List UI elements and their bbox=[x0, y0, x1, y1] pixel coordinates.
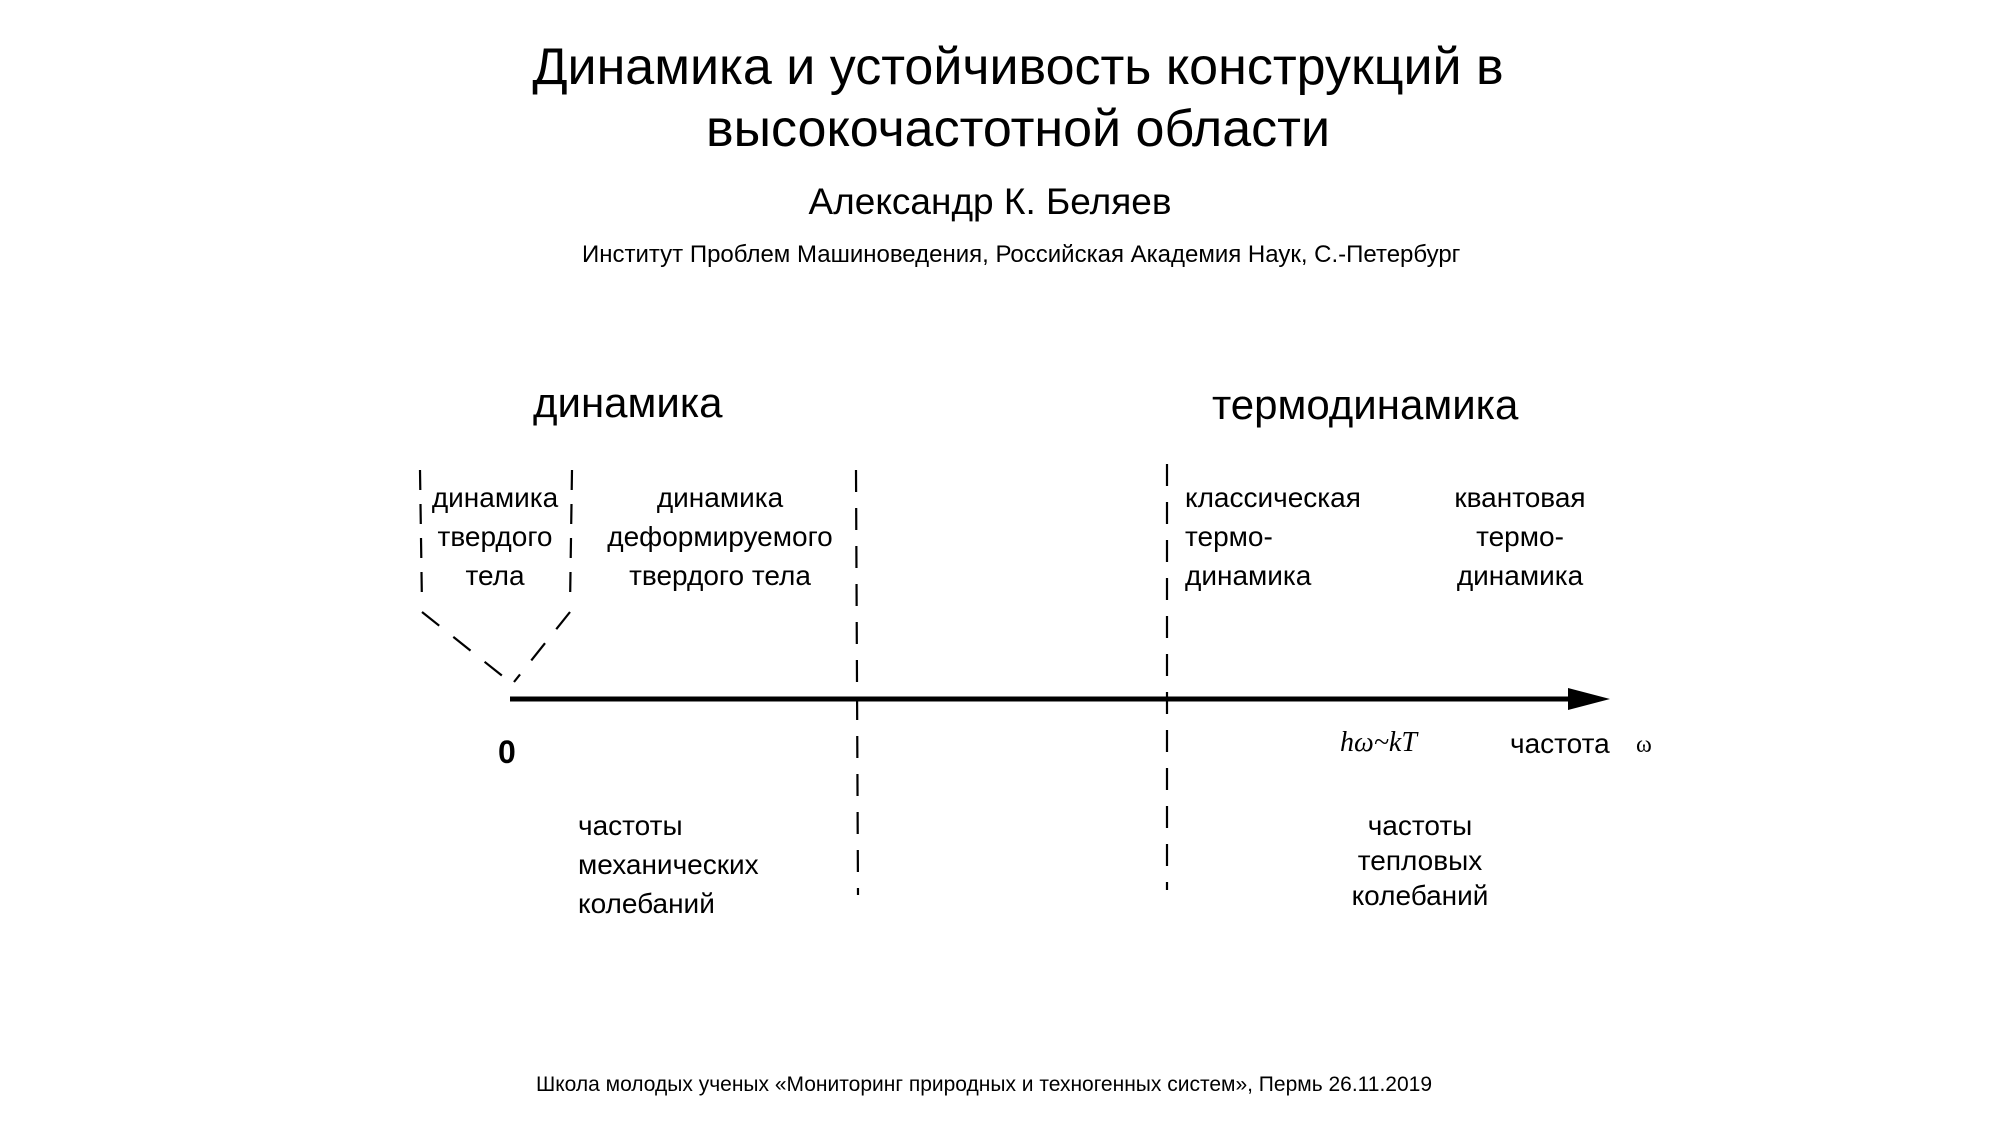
axis-origin-label: 0 bbox=[498, 734, 516, 770]
band-thermal-frequencies bbox=[1320, 808, 1520, 913]
region-label-line: твердого тела bbox=[629, 560, 811, 591]
region-label-line: классическая bbox=[1185, 482, 1361, 513]
region-deformable-body-dynamics bbox=[600, 478, 840, 595]
band-label-line: колебаний bbox=[1351, 880, 1489, 911]
band-label-line: колебаний bbox=[578, 888, 715, 919]
author-name: Александр К. Беляев bbox=[808, 181, 1172, 222]
band-mechanical-frequencies bbox=[578, 806, 759, 923]
axis-title: частота bbox=[1510, 728, 1610, 759]
band-label-line: тепловых bbox=[1357, 845, 1483, 876]
band-label-line: механических bbox=[578, 849, 759, 880]
slide-title-line-2: высокочастотной области bbox=[705, 100, 1331, 158]
rigid-body-right-boundary bbox=[570, 470, 572, 606]
author-affiliation: Институт Проблем Машиноведения, Российская Академия Наук, С.-Петербург bbox=[582, 241, 1461, 268]
region-quantum-thermodynamics bbox=[1440, 478, 1600, 595]
region-label-line: тела bbox=[465, 560, 525, 591]
region-label-line: твердого bbox=[437, 521, 553, 552]
region-label-line: динамика bbox=[656, 482, 784, 513]
slide-footer: Школа молодых ученых «Мониторинг природных и техногенных систем», Пермь 26.11.2019 bbox=[536, 1073, 1433, 1096]
band-label-line: частоты bbox=[578, 810, 683, 841]
axis-criterion-label: hω~kT bbox=[1340, 727, 1417, 758]
band-label-line: частоты bbox=[1367, 810, 1473, 841]
region-rigid-body-dynamics bbox=[420, 478, 570, 595]
rigid-body-left-funnel bbox=[422, 612, 510, 682]
mechanical-frequency-boundary bbox=[856, 470, 858, 895]
region-label-line: термо- bbox=[1476, 521, 1564, 552]
section-heading-dynamics: динамика bbox=[533, 379, 723, 426]
region-label-line: динамика bbox=[1456, 560, 1584, 591]
region-label-line: термо- bbox=[1185, 521, 1273, 552]
region-classical-thermodynamics bbox=[1185, 478, 1361, 595]
axis-symbol: ω bbox=[1636, 732, 1652, 758]
frequency-axis-arrowhead bbox=[1568, 688, 1610, 710]
region-label-line: квантовая bbox=[1454, 482, 1586, 513]
region-label-line: динамика bbox=[431, 482, 559, 513]
section-heading-thermodynamics: термодинамика bbox=[1212, 381, 1519, 428]
region-label-line: деформируемого bbox=[607, 521, 833, 552]
rigid-body-right-funnel bbox=[514, 612, 570, 682]
region-label-line: динамика bbox=[1185, 560, 1312, 591]
slide-title-line-1: Динамика и устойчивость конструкций в bbox=[532, 38, 1504, 96]
